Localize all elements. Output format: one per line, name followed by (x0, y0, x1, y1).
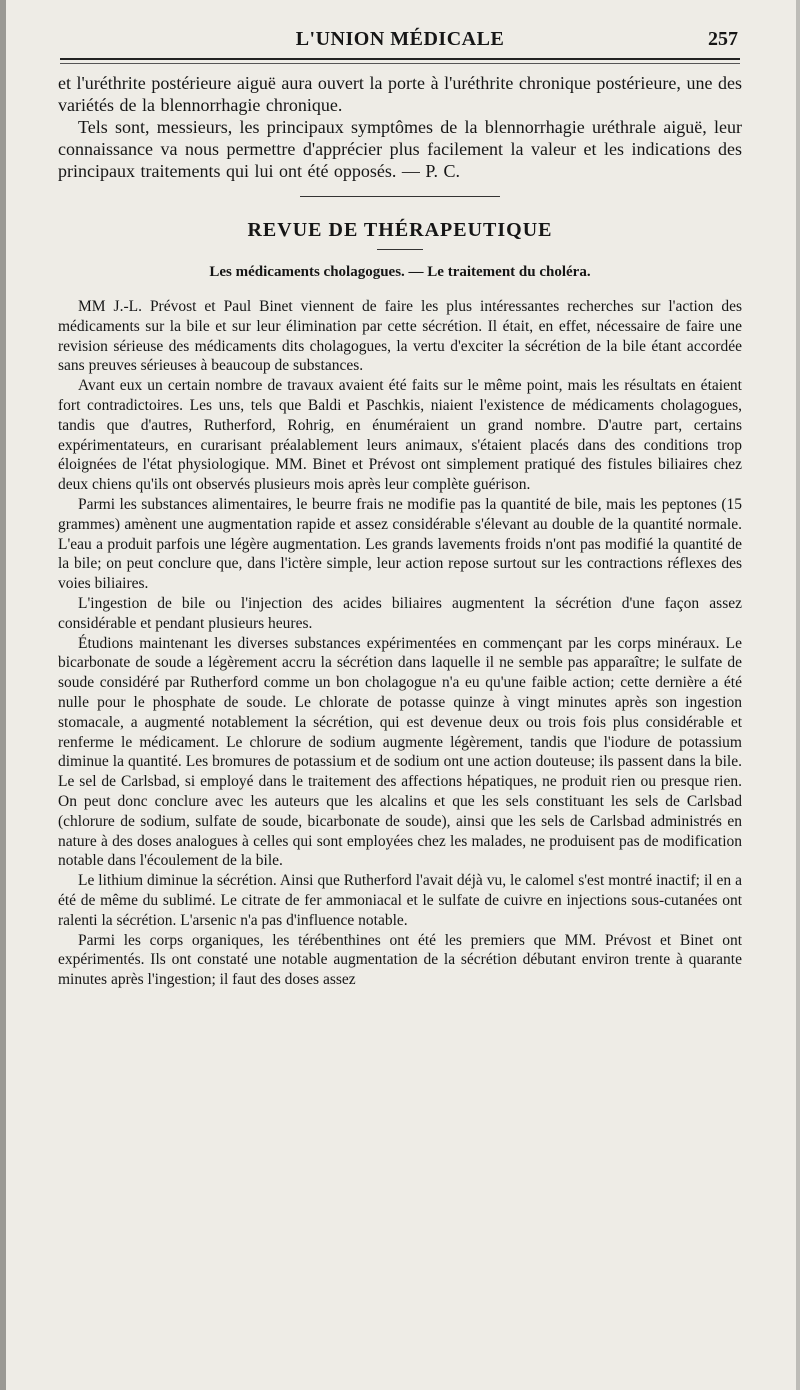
body-paragraph-1: MM J.-L. Prévost et Paul Binet viennent de faire les plus intéressantes recherches sur l'action des médicaments sur la bile et sur leur élimination par cette sécrétion. Il était, en effet, nécessaire de faire une revision sérieuse des médicaments dits cholagogues, la vertu d'exciter la sécrétion de la bile étant accordée sans preuves sérieuses à beaucoup de substances. (58, 298, 742, 375)
page-header (60, 22, 740, 62)
intro-paragraph-2: Tels sont, messieurs, les principaux symptômes de la blennorrhagie uréthrale aiguë, leur connaissance va nous permettre d'apprécier plus facilement la valeur et les indications des principaux traitements qui lui ont été opposés. — P. C. (58, 117, 742, 181)
body-paragraph-5: Étudions maintenant les diverses substances expérimentées en commençant par les corps minéraux. Le bicarbonate de soude a légèrement accru la sécrétion dans laquelle il ne semble pas apparaître; le sulfate de soude considéré par Rutherford comme un bon cholagogue n'a eu qu'une faible action; cette dernière a été nulle pour le phosphate de soude. Le chlorate de potasse quinze à vingt minutes après son ingestion stomacale, a augmenté notablement la sécrétion, qui est devenue deux ou trois fois plus considérable et renferme le médicament. Le chlorure de sodium augmente légèrement, tandis que l'iodure de potassium diminue la quantité. Les bromures de potassium et de sodium ont une action douteuse; ils passent dans la bile. Le sel de Carlsbad, si employé dans le traitement des affections hépatiques, ne produit rien ou presque rien. On peut donc conclure avec les auteurs que les alcalins et que les sels constituant les sels de Carlsbad (chlorure de sodium, sulfate de soude, bicarbonate de soude), ainsi que les sels de Carlsbad administrés en nature à des doses analogues à celles qui sont employées chez les malades, ne produisent pas de modification notable dans l'écoulement de la bile. (58, 634, 742, 870)
article-title: Les médicaments cholagogues. — Le traitement du choléra. (209, 264, 591, 280)
body-paragraph-4: L'ingestion de bile ou l'injection des acides biliaires augmentent la sécrétion d'une façon assez considérable et pendant plusieurs heures. (58, 594, 742, 632)
body-paragraph-6: Le lithium diminue la sécrétion. Ainsi que Rutherford l'avait déjà vu, le calomel s'est montré inactif; il en a été de même du sublimé. Le citrate de fer ammoniacal et le sulfate de cuivre en injections sous-cutanées ont ralenti la sécrétion. L'arsenic n'a pas d'influence notable. (58, 872, 742, 929)
section-title: REVUE DE THÉRAPEUTIQUE (247, 219, 553, 241)
article-body (58, 297, 742, 990)
scan-left-edge (0, 0, 6, 1390)
intro-paragraph-1: et l'uréthrite postérieure aiguë aura ouvert la porte à l'uréthrite chronique postérieure, une des variétés de la blennorrhagie chronique. (58, 73, 742, 115)
header-rule (60, 58, 740, 60)
body-paragraph-3: Parmi les substances alimentaires, le beurre frais ne modifie pas la quantité de bile, mais les peptones (15 grammes) amènent une augmentation rapide et assez considérable s'élevant au double de la quantité normale. L'eau a produit parfois une légère augmentation. Les grands lavements froids n'ont pas modifié la quantité de la bile; on peut conclure que, dans l'ictère simple, leur action repose surtout sur les contractions réflexes des voies biliaires. (58, 495, 742, 593)
section-separator (300, 196, 500, 197)
body-paragraph-7: Parmi les corps organiques, les térébenthines ont été les premiers que MM. Prévost et Binet ont expérimentés. Ils ont constaté une notable augmentation de la sécrétion débutant environ trente à quarante minutes après l'ingestion; il faut des doses assez (58, 931, 742, 989)
page-number: 257 (708, 28, 738, 50)
title-underline (377, 249, 423, 250)
body-paragraph-2: Avant eux un certain nombre de travaux avaient été faits sur le même point, mais les résultats en étaient fort contradictoires. Les uns, tels que Baldi et Paschkis, niaient l'existence de médicaments cholagogues, tandis que d'autres, Rutherford, Rohrig, en énuméraient un grand nombre. D'autre part, certains expérimentateurs, en curarisant préalablement leurs animaux, s'étaient placés dans des conditions trop éloignées de l'état physiologique. MM. Binet et Prévost ont simplement pratiqué des fistules biliaires chez deux chiens qu'ils ont observés plusieurs mois après leur complète guérison. (58, 377, 742, 494)
scan-right-edge (796, 0, 800, 1390)
header-rule-thin (60, 63, 740, 64)
running-title: L'UNION MÉDICALE (295, 28, 505, 50)
page-content (58, 72, 742, 990)
